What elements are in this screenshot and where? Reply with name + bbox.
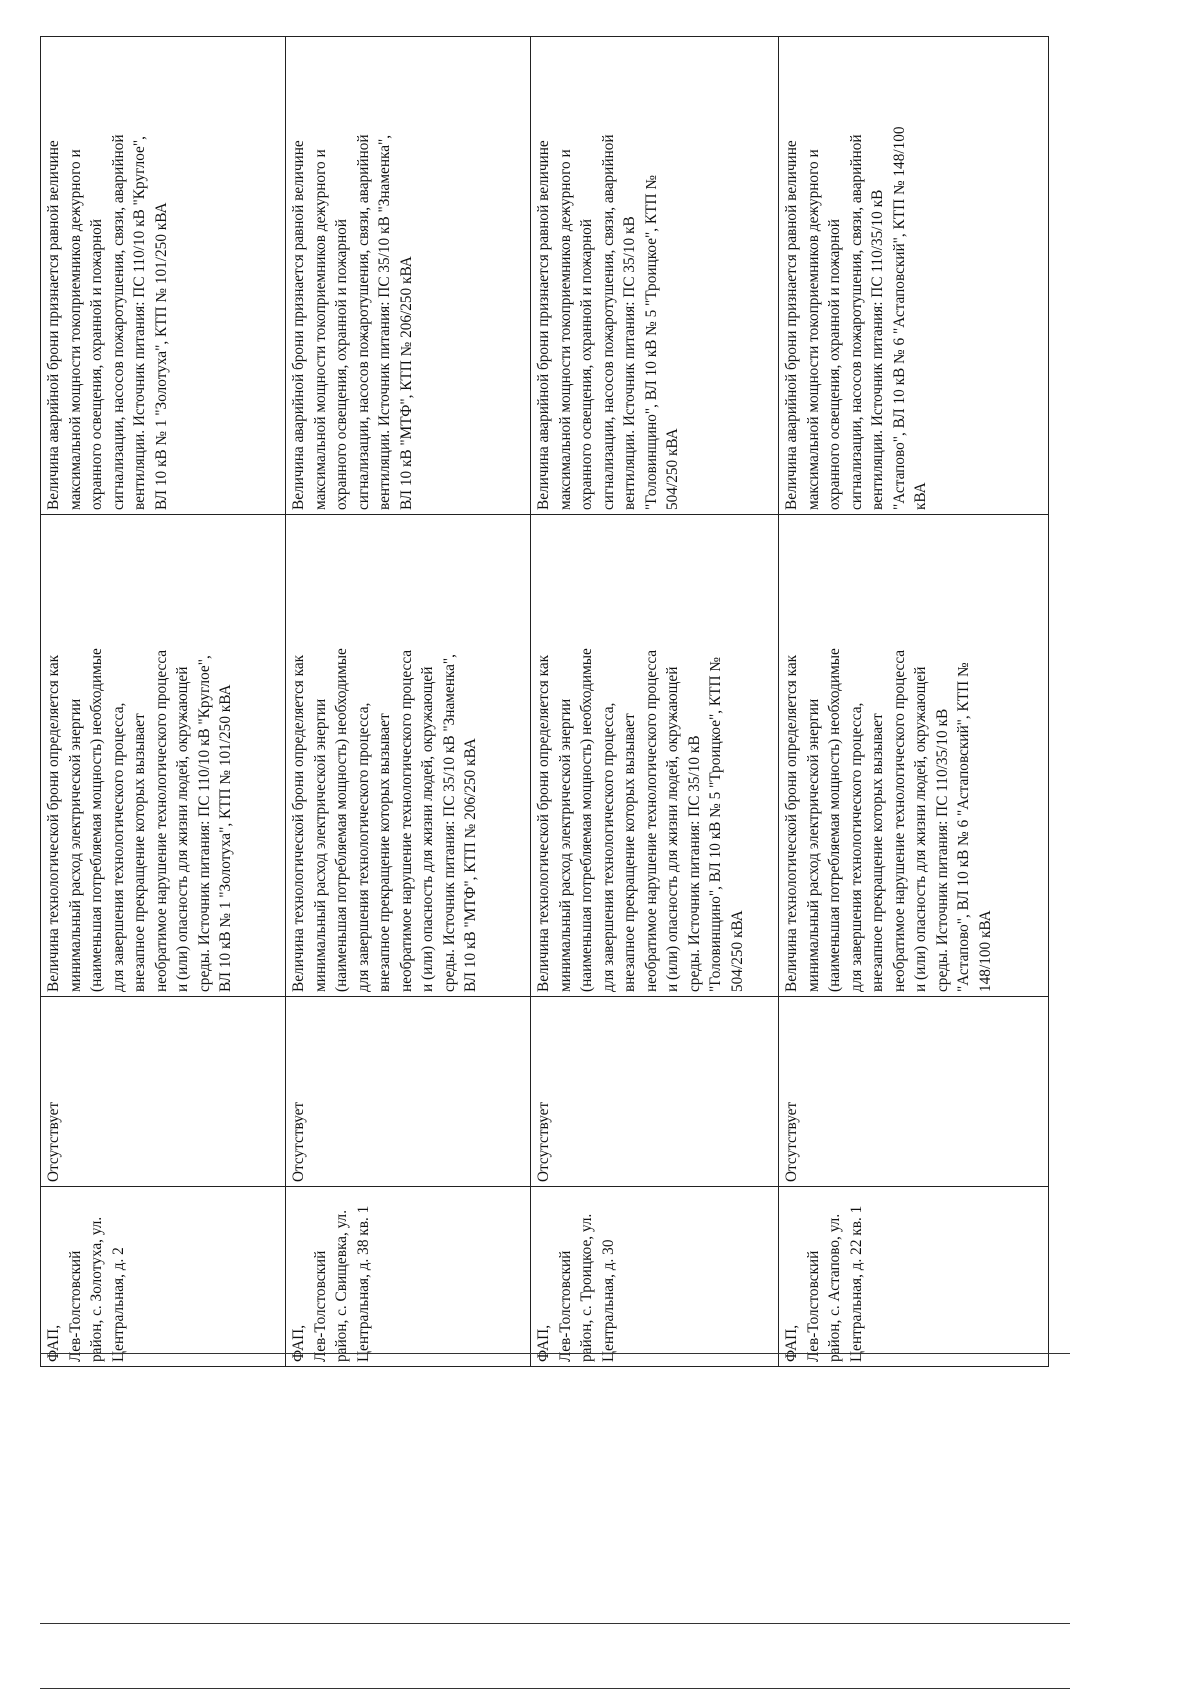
technological-reserve-cell: Величина технологической брони определяется как минимальный расход электрической энергии (наименьшая потребляемая мощность) необходимые для завершения технологического процесса, внезапное прекращение которых вызывает необратимое нарушение технологического процесса и (или) опасность для жизни людей, окружающей среды. Источник питания: ПС 110/10 кВ "Круглое", ВЛ 10 кВ № 1 "Золотуха", КТП № 101/250 кВА bbox=[41, 515, 286, 997]
table-row bbox=[779, 37, 1049, 1367]
emergency-reserve-cell: Величина аварийной брони признается равной величине максимальной мощности токоприемников дежурного и охранного освещения, охранной и пожарной сигнализации, насосов пожаротушения, связи, аварийной вентиляции. Источник питания: ПС 110/10 кВ "Круглое", ВЛ 10 кВ № 1 "Золотуха", КТП № 101/250 кВА bbox=[41, 37, 286, 515]
emergency-reserve-cell: Величина аварийной брони признается равной величине максимальной мощности токоприемников дежурного и охранного освещения, охранной и пожарной сигнализации, насосов пожаротушения, связи, аварийной вентиляции. Источник питания: ПС 35/10 кВ "Знаменка", ВЛ 10 кВ "МТФ", КТП № 206/250 кВА bbox=[286, 37, 531, 515]
reserve-status-cell: Отсутствует bbox=[286, 997, 531, 1187]
emergency-reserve-cell: Величина аварийной брони признается равной величине максимальной мощности токоприемников дежурного и охранного освещения, охранной и пожарной сигнализации, насосов пожаротушения, связи, аварийной вентиляции. Источник питания: ПС 35/10 кВ "Головинщино", ВЛ 10 кВ № 5 "Троицкое", КТП № 504/250 кВА bbox=[531, 37, 779, 515]
power-reserve-table bbox=[40, 36, 1049, 1367]
reserve-status-cell: Отсутствует bbox=[41, 997, 286, 1187]
emergency-reserve-cell: Величина аварийной брони признается равной величине максимальной мощности токоприемников дежурного и охранного освещения, охранной и пожарной сигнализации, насосов пожаротушения, связи, аварийной вентиляции. Источник питания: ПС 110/35/10 кВ "Астапово", ВЛ 10 кВ № 6 "Астаповский", КТП № 148/100 кВА bbox=[779, 37, 1049, 515]
object-address-cell: ФАП, Лев-Толстовский район, с. Свищевка, ул. Центральная, д. 38 кв. 1 bbox=[286, 1187, 531, 1367]
reserve-status-cell: Отсутствует bbox=[779, 997, 1049, 1187]
technological-reserve-cell: Величина технологической брони определяется как минимальный расход электрической энергии (наименьшая потребляемая мощность) необходимые для завершения технологического процесса, внезапное прекращение которых вызывает необратимое нарушение технологического процесса и (или) опасность для жизни людей, окружающей среды. Источник питания: ПС 110/35/10 кВ "Астапово", ВЛ 10 кВ № 6 "Астаповский", КТП № 148/100 кВА bbox=[779, 515, 1049, 997]
blank-line-3 bbox=[40, 1688, 1070, 1689]
blank-line-2 bbox=[40, 1623, 1070, 1624]
object-address-cell: ФАП, Лев-Толстовский район, с. Троицкое, ул. Центральная, д. 30 bbox=[531, 1187, 779, 1367]
technological-reserve-cell: Величина технологической брони определяется как минимальный расход электрической энергии (наименьшая потребляемая мощность) необходимые для завершения технологического процесса, внезапное прекращение которых вызывает необратимое нарушение технологического процесса и (или) опасность для жизни людей, окружающей среды. Источник питания: ПС 35/10 кВ "Знаменка", ВЛ 10 кВ "МТФ", КТП № 206/250 кВА bbox=[286, 515, 531, 997]
technological-reserve-cell: Величина технологической брони определяется как минимальный расход электрической энергии (наименьшая потребляемая мощность) необходимые для завершения технологического процесса, внезапное прекращение которых вызывает необратимое нарушение технологического процесса и (или) опасность для жизни людей, окружающей среды. Источник питания: ПС 35/10 кВ "Головинщино", ВЛ 10 кВ № 5 "Троицкое", КТП № 504/250 кВА bbox=[531, 515, 779, 997]
table-row bbox=[531, 37, 779, 1367]
table-row bbox=[41, 37, 286, 1367]
reserve-status-cell: Отсутствует bbox=[531, 997, 779, 1187]
table-row bbox=[286, 37, 531, 1367]
object-address-cell: ФАП, Лев-Толстовский район, с. Золотуха, ул. Центральная, д. 2 bbox=[41, 1187, 286, 1367]
blank-line-1 bbox=[40, 1353, 1070, 1354]
object-address-cell: ФАП, Лев-Толстовский район, с. Астапово, ул. Центральная, д. 22 кв. 1 bbox=[779, 1187, 1049, 1367]
